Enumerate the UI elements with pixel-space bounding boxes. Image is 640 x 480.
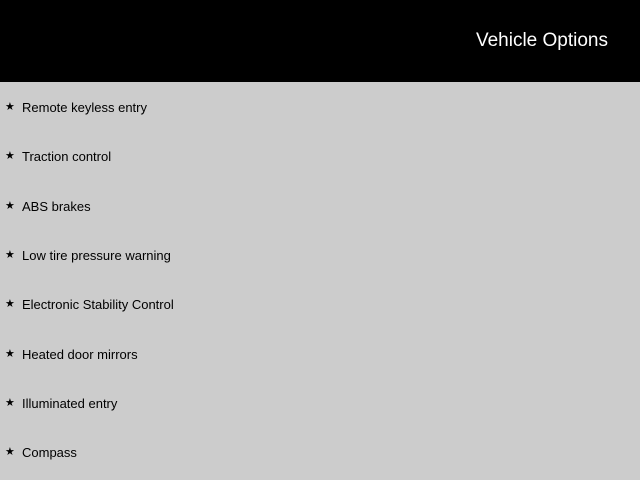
star-icon: ★ [5, 101, 15, 113]
option-item-traction-control [0, 149, 400, 167]
page-title: Vehicle Options [475, 30, 608, 51]
option-label: Compass [22, 445, 77, 460]
option-item-illuminated-entry [0, 396, 400, 414]
option-item-remote-keyless-entry [0, 100, 400, 118]
star-icon: ★ [5, 348, 15, 360]
option-item-electronic-stability-control [0, 297, 400, 315]
star-icon: ★ [5, 397, 15, 409]
star-icon: ★ [5, 298, 15, 310]
option-label: Illuminated entry [22, 396, 118, 411]
star-icon: ★ [5, 249, 15, 261]
option-label: Remote keyless entry [22, 100, 147, 115]
star-icon: ★ [5, 150, 15, 162]
options-panel [0, 82, 640, 480]
star-icon: ★ [5, 446, 15, 458]
option-item-heated-door-mirrors [0, 347, 400, 365]
option-label: ABS brakes [22, 199, 91, 214]
header-bar [0, 0, 640, 82]
option-label: Traction control [22, 149, 112, 164]
option-label: Electronic Stability Control [22, 297, 174, 312]
star-icon: ★ [5, 200, 15, 212]
option-item-abs-brakes [0, 199, 400, 217]
option-item-low-tire-pressure-warning [0, 248, 400, 266]
option-item-compass [0, 445, 400, 463]
option-label: Heated door mirrors [22, 347, 138, 362]
option-label: Low tire pressure warning [22, 248, 171, 263]
